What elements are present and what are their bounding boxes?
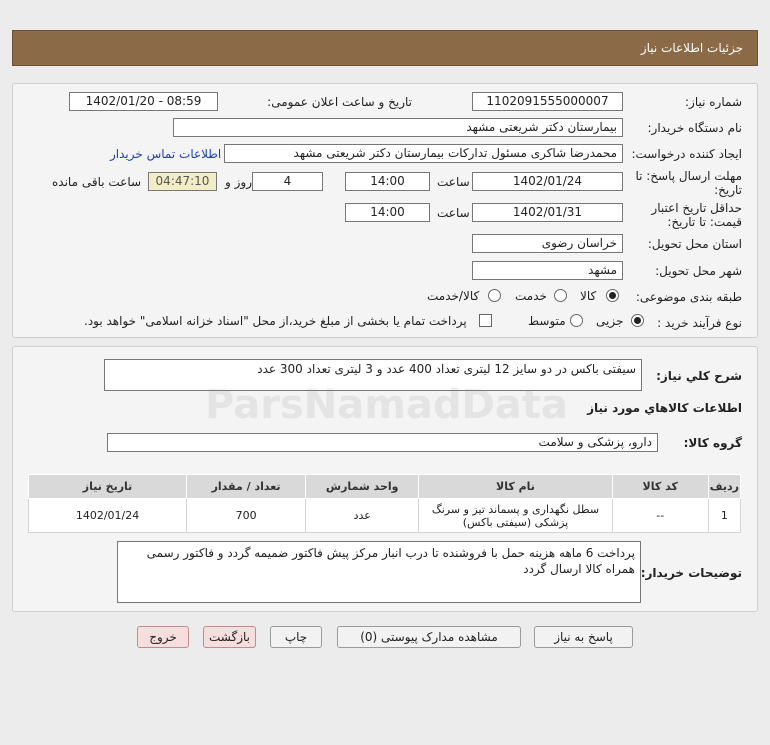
process-label: نوع فرآیند خرید :	[657, 316, 742, 330]
print-button[interactable]: چاپ	[270, 626, 322, 648]
cell-code: --	[612, 499, 708, 533]
city-label: شهر محل تحویل:	[655, 264, 742, 278]
category-option-goods: کالا	[580, 289, 597, 303]
col-header-unit: واحد شمارش	[306, 475, 419, 499]
group-field: دارو، پزشکی و سلامت	[107, 433, 658, 452]
reply-button[interactable]: پاسخ به نیاز	[534, 626, 633, 648]
category-radio-goods[interactable]	[606, 289, 619, 302]
announce-field: 1402/01/20 - 08:59	[69, 92, 218, 111]
days-label: روز و	[225, 175, 252, 189]
announce-label: تاریخ و ساعت اعلان عمومی:	[267, 95, 412, 109]
need-number-field: 1102091555000007	[472, 92, 623, 111]
contact-info-link[interactable]: اطلاعات تماس خریدار	[110, 147, 222, 161]
attachments-button[interactable]: مشاهده مدارک پیوستی (0)	[337, 626, 521, 648]
remaining-time-field: 04:47:10	[148, 172, 217, 191]
validity-date-field: 1402/01/31	[472, 203, 623, 222]
cell-qty: 700	[187, 499, 306, 533]
buyer-field: بیمارستان دکتر شریعتی مشهد	[173, 118, 623, 137]
goods-table	[28, 474, 741, 533]
cell-date: 1402/01/24	[29, 499, 187, 533]
process-radio-partial[interactable]	[631, 314, 644, 327]
treasury-payment-checkbox[interactable]	[479, 314, 492, 327]
buyer-label: نام دستگاه خریدار:	[647, 121, 742, 135]
group-label: گروه کالا:	[683, 436, 742, 450]
category-radio-service[interactable]	[554, 289, 567, 302]
validity-label-2: قیمت: تا تاریخ:	[667, 215, 742, 229]
category-label: طبقه بندی موضوعی:	[635, 290, 742, 304]
remaining-label: ساعت باقی مانده	[52, 175, 142, 189]
summary-label: شرح کلي نياز:	[656, 369, 742, 383]
validity-time-field: 14:00	[345, 203, 430, 222]
cell-name: سطل نگهداری و پسماند تیز و سرنگ پزشکی (سیفتی باکس)	[419, 499, 612, 533]
creator-label: ایجاد کننده درخواست:	[631, 147, 742, 161]
process-option-partial: جزیی	[596, 314, 624, 328]
cell-index: 1	[708, 499, 740, 533]
deadline-time-field: 14:00	[345, 172, 430, 191]
validity-label: حداقل تاریخ اعتبار	[651, 201, 742, 215]
deadline-date-field: 1402/01/24	[472, 172, 623, 191]
need-number-label: شماره نیاز:	[685, 95, 742, 109]
province-field: خراسان رضوی	[472, 234, 623, 253]
col-header-row: ردیف	[708, 475, 740, 499]
treasury-payment-text: پرداخت تمام یا بخشی از مبلغ خرید،از محل "اسناد خزانه اسلامی" خواهد بود.	[84, 314, 467, 328]
days-field: 4	[252, 172, 323, 191]
page-header	[12, 30, 758, 66]
col-header-qty: تعداد / مقدار	[187, 475, 306, 499]
page-title: جزئیات اطلاعات نیاز	[640, 41, 743, 55]
col-header-name: نام کالا	[419, 475, 612, 499]
exit-button[interactable]: خروج	[137, 626, 189, 648]
deadline-time-label: ساعت	[437, 175, 470, 189]
col-header-date: تاریخ نیاز	[29, 475, 187, 499]
goods-table-header	[29, 475, 741, 499]
table-row	[29, 499, 741, 533]
summary-text: سیفتی باکس در دو سایز 12 لیتری تعداد 400 عدد و 3 لیتری تعداد 300 عدد	[257, 362, 636, 376]
category-option-goods-service: کالا/خدمت	[427, 289, 480, 303]
creator-field: محمدرضا شاکری مسئول تدارکات بیمارستان دکتر شریعتی مشهد	[224, 144, 623, 163]
process-option-medium: متوسط	[528, 314, 566, 328]
back-button[interactable]: بازگشت	[203, 626, 256, 648]
goods-info-title: اطلاعات کالاهاي مورد نياز	[587, 401, 742, 415]
province-label: استان محل تحویل:	[647, 237, 742, 251]
process-radio-medium[interactable]	[570, 314, 583, 327]
cell-unit: عدد	[306, 499, 419, 533]
summary-field	[104, 359, 642, 391]
buyer-notes-label: توضیحات خریدار:	[640, 566, 742, 580]
deadline-label-2: تاریخ:	[714, 183, 742, 197]
buyer-notes-text: پرداخت 6 ماهه هزینه حمل با فروشنده تا درب انبار مرکز پیش فاکتور ضمیمه گردد و فاکتور رسمی همراه کالا ارسال گردد	[146, 546, 635, 576]
buyer-notes-field	[117, 541, 641, 603]
deadline-label: مهلت ارسال پاسخ: تا	[635, 169, 742, 183]
validity-time-label: ساعت	[437, 206, 470, 220]
city-field: مشهد	[472, 261, 623, 280]
category-option-service: خدمت	[515, 289, 547, 303]
category-radio-goods-service[interactable]	[488, 289, 501, 302]
col-header-code: کد کالا	[612, 475, 708, 499]
